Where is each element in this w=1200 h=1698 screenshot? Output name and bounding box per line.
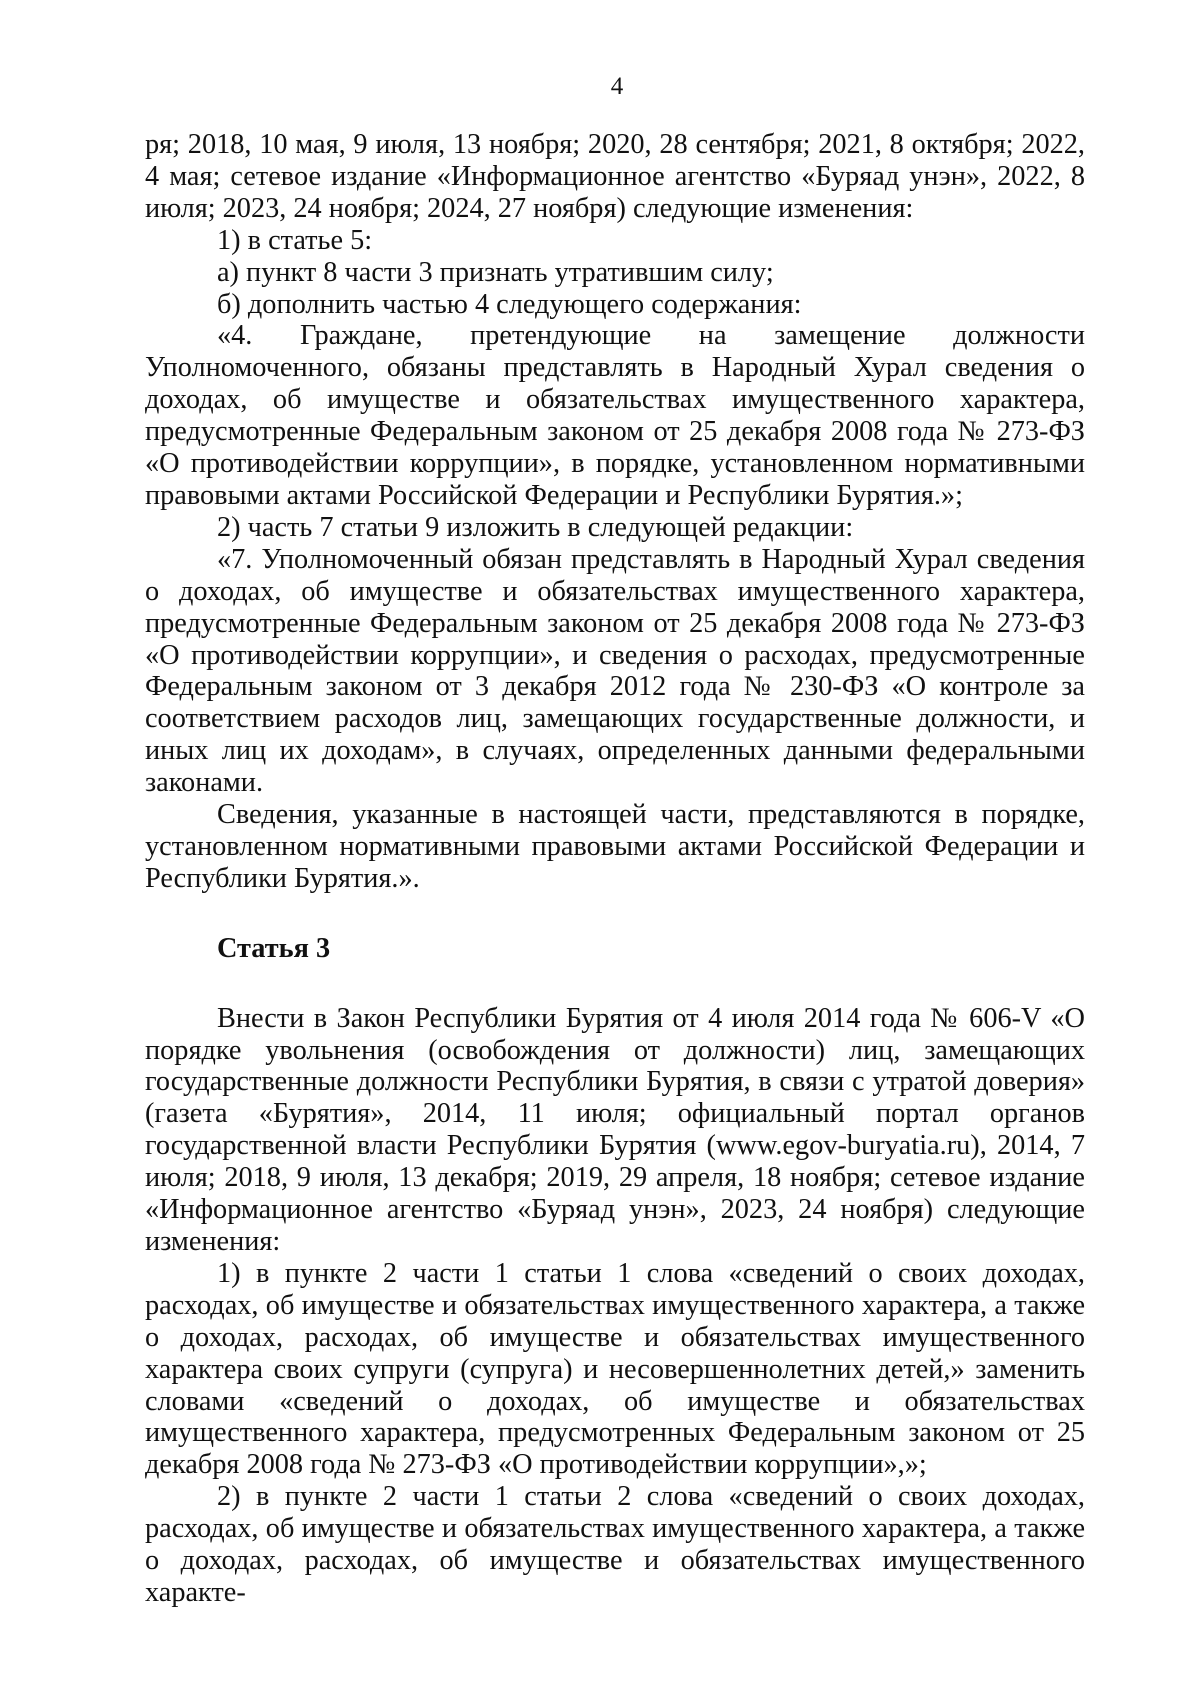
list-item-a: а) пункт 8 части 3 признать утратившим силу; — [217, 256, 774, 288]
list-item-article-9: 2) часть 7 статьи 9 изложить в следующей редакции: — [217, 511, 854, 543]
article-3-item-2: 2) в пункте 2 части 1 статьи 2 слова «сведений о своих доходах, расходах, об имуществе и обязательствах имущественного характера, а также о доходах, расходах, об имуществе и обязательствах имущественного характе- — [145, 1481, 1085, 1608]
article-3-item-1: 1) в пункте 2 части 1 статьи 1 слова «сведений о своих доходах, расходах, об имуществе и обязательствах имущественного характера, а также о доходах, расходах, об имуществе и обязательствах имущественного характера своих супруги (супруга) и несовершеннолетних детей,» заменить словами «сведений о доходах, об имуществе и обязательствах имущественного характера, предусмотренных Федеральным законом от 25 декабря 2008 года № 273-ФЗ «О противодействии коррупции»,»; — [145, 1257, 1085, 1481]
paragraph-continuation: ря; 2018, 10 мая, 9 июля, 13 ноября; 2020, 28 сентября; 2021, 8 октября; 2022, 4 мая; сетевое издание «Информационное агентство «Буряад унэн», 2022, 8 июля; 2023, 24 ноября; 2024, 27 ноября) следующие изменения: — [145, 129, 1085, 224]
article-heading: Статья 3 — [217, 932, 331, 964]
quoted-part-7-continued: Сведения, указанные в настоящей части, представляются в порядке, установленном нормативными правовыми актами Российской Федерации и Республики Бурятия.». — [145, 799, 1085, 894]
list-item-article-5: 1) в статье 5: — [217, 224, 373, 256]
list-item-b: б) дополнить частью 4 следующего содержания: — [217, 288, 802, 320]
article-3-intro: Внести в Закон Республики Бурятия от 4 июля 2014 года № 606-V «О порядке увольнения (освобождения от должности) лиц, замещающих государственные должности Республики Бурятия, в связи с утратой доверия» (газета «Бурятия», 2014, 11 июля; официальный портал органов государственной власти Республики Бурятия (www.egov-buryatia.ru), 2014, 7 июля; 2018, 9 июля, 13 декабря; 2019, 29 апреля, 18 ноября; сетевое издание «Информационное агентство «Буряад унэн», 2023, 24 ноября) следующие изменения: — [145, 1002, 1085, 1257]
quoted-part-7: «7. Уполномоченный обязан представлять в Народный Хурал сведения о доходах, об имуществе и обязательствах имущественного характера, предусмотренные Федеральным законом от 25 декабря 2008 года № 273-ФЗ «О противодействии коррупции», и сведения о расходах, предусмотренные Федеральным законом от 3 декабря 2012 года № 230-ФЗ «О контроле за соответствием расходов лиц, замещающих государственные должности, и иных лиц их доходам», в случаях, определенных данными федеральными законами. — [145, 543, 1085, 799]
document-body — [145, 129, 1085, 1609]
page-number: 4 — [610, 73, 624, 100]
quoted-part-4: «4. Граждане, претендующие на замещение должности Уполномоченного, обязаны представлять в Народный Хурал сведения о доходах, об имуществе и обязательствах имущественного характера, предусмотренные Федеральным законом от 25 декабря 2008 года № 273-ФЗ «О противодействии коррупции», в порядке, установленном нормативными правовыми актами Российской Федерации и Республики Бурятия.»; — [145, 320, 1085, 511]
